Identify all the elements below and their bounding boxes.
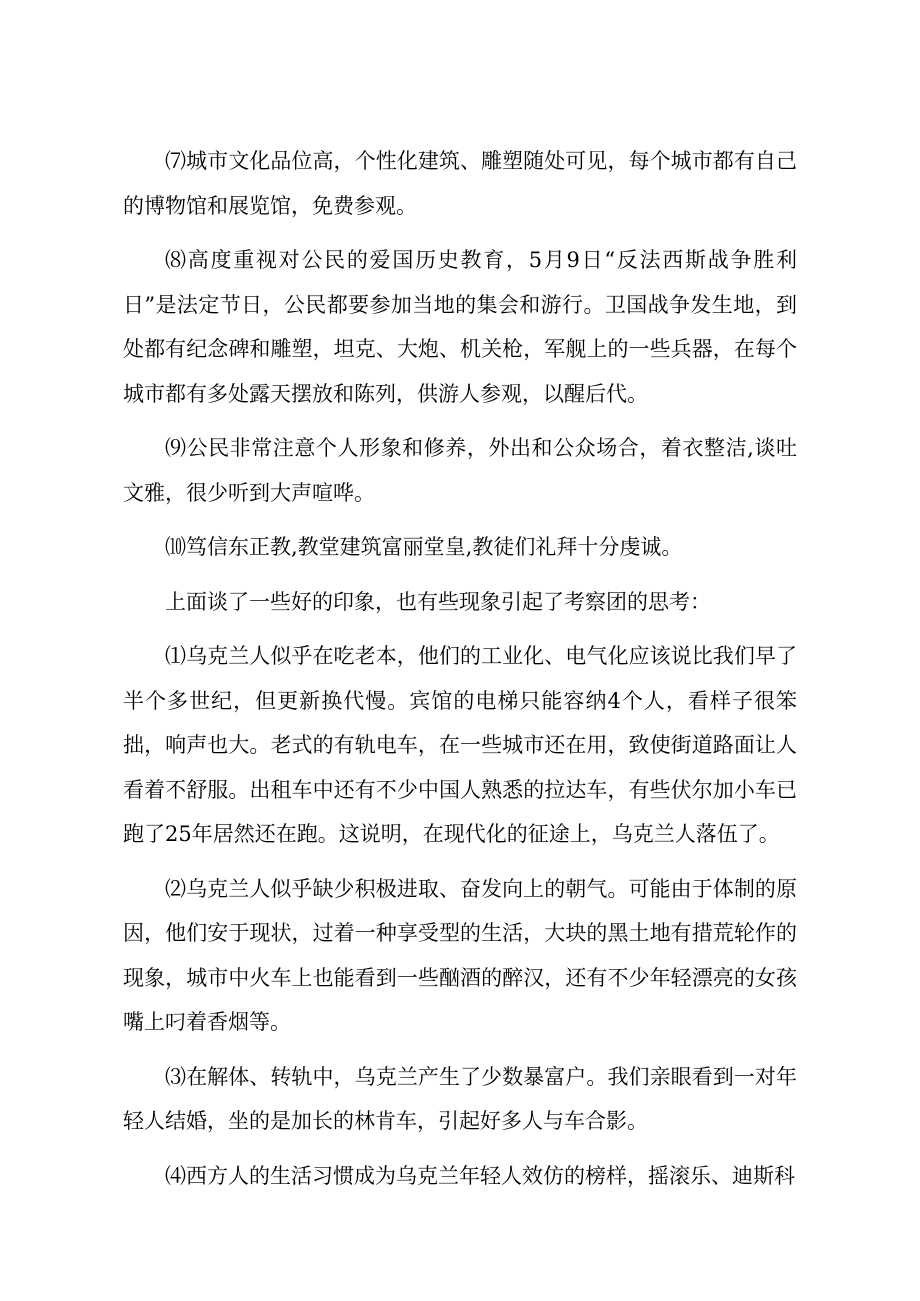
paragraph-4-western-habits: ⑷西方人的生活习惯成为乌克兰年轻人效仿的榜样，摇滚乐、迪斯科 <box>165 1163 795 1188</box>
paragraph-1-living-on-past: ⑴乌克兰人似乎在吃老本，他们的工业化、电气化应该说比我们早了半个多世纪，但更新换代慢。宾馆的电梯只能容纳4个人，看样子很笨拙，响声也大。老式的有轨电车，在一些城市还在用，致使街道路面让人看着不舒服。出租车中还有不少中国人熟悉的拉达车，有些伏尔加小车已跑了25年居然还在跑。这说明，在现代化的征途上，乌克兰人落伍了。 <box>123 644 797 846</box>
paragraph-3-nouveau-riche: ⑶在解体、转轨中，乌克兰产生了少数暴富户。我们亲眼看到一对年轻人结婚，坐的是加长的林肯车，引起好多人与车合影。 <box>123 1064 797 1133</box>
paragraph-10-orthodox-church: ⑽笃信东正教,教堂建筑富丽堂皇,教徒们礼拜十分虔诚。 <box>165 535 683 559</box>
paragraph-7-culture: ⑺城市文化品位高，个性化建筑、雕塑随处可见，每个城市都有自己的博物馆和展览馆，免费参观。 <box>123 149 797 218</box>
paragraph-2-lack-of-drive: ⑵乌克兰人似乎缺少积极进取、奋发向上的朝气。可能由于体制的原因，他们安于现状，过着一种享受型的生活，大块的黑土地有措荒轮作的现象，城市中火车上也能看到一些酗酒的醉汉，还有不少年轻漂亮的女孩嘴上叼着香烟等。 <box>123 876 797 1034</box>
paragraph-transition: 上面谈了一些好的印象，也有些现象引起了考察团的思考： <box>165 589 711 614</box>
document-body <box>123 139 797 1208</box>
paragraph-8-patriotic-education: ⑻高度重视对公民的爱国历史教育，5月9日“反法西斯战争胜利日”是法定节日，公民都要参加当地的集会和游行。卫国战争发生地，到处都有纪念碑和雕塑，坦克、大炮、机关枪，军舰上的一些兵器，在每个城市都有多处露天摆放和陈列，供游人参观，以醒后代。 <box>123 248 797 406</box>
paragraph-9-citizen-manners: ⑼公民非常注意个人形象和修养，外出和公众场合，着衣整洁,谈吐文雅，很少听到大声喧哗。 <box>123 436 797 505</box>
